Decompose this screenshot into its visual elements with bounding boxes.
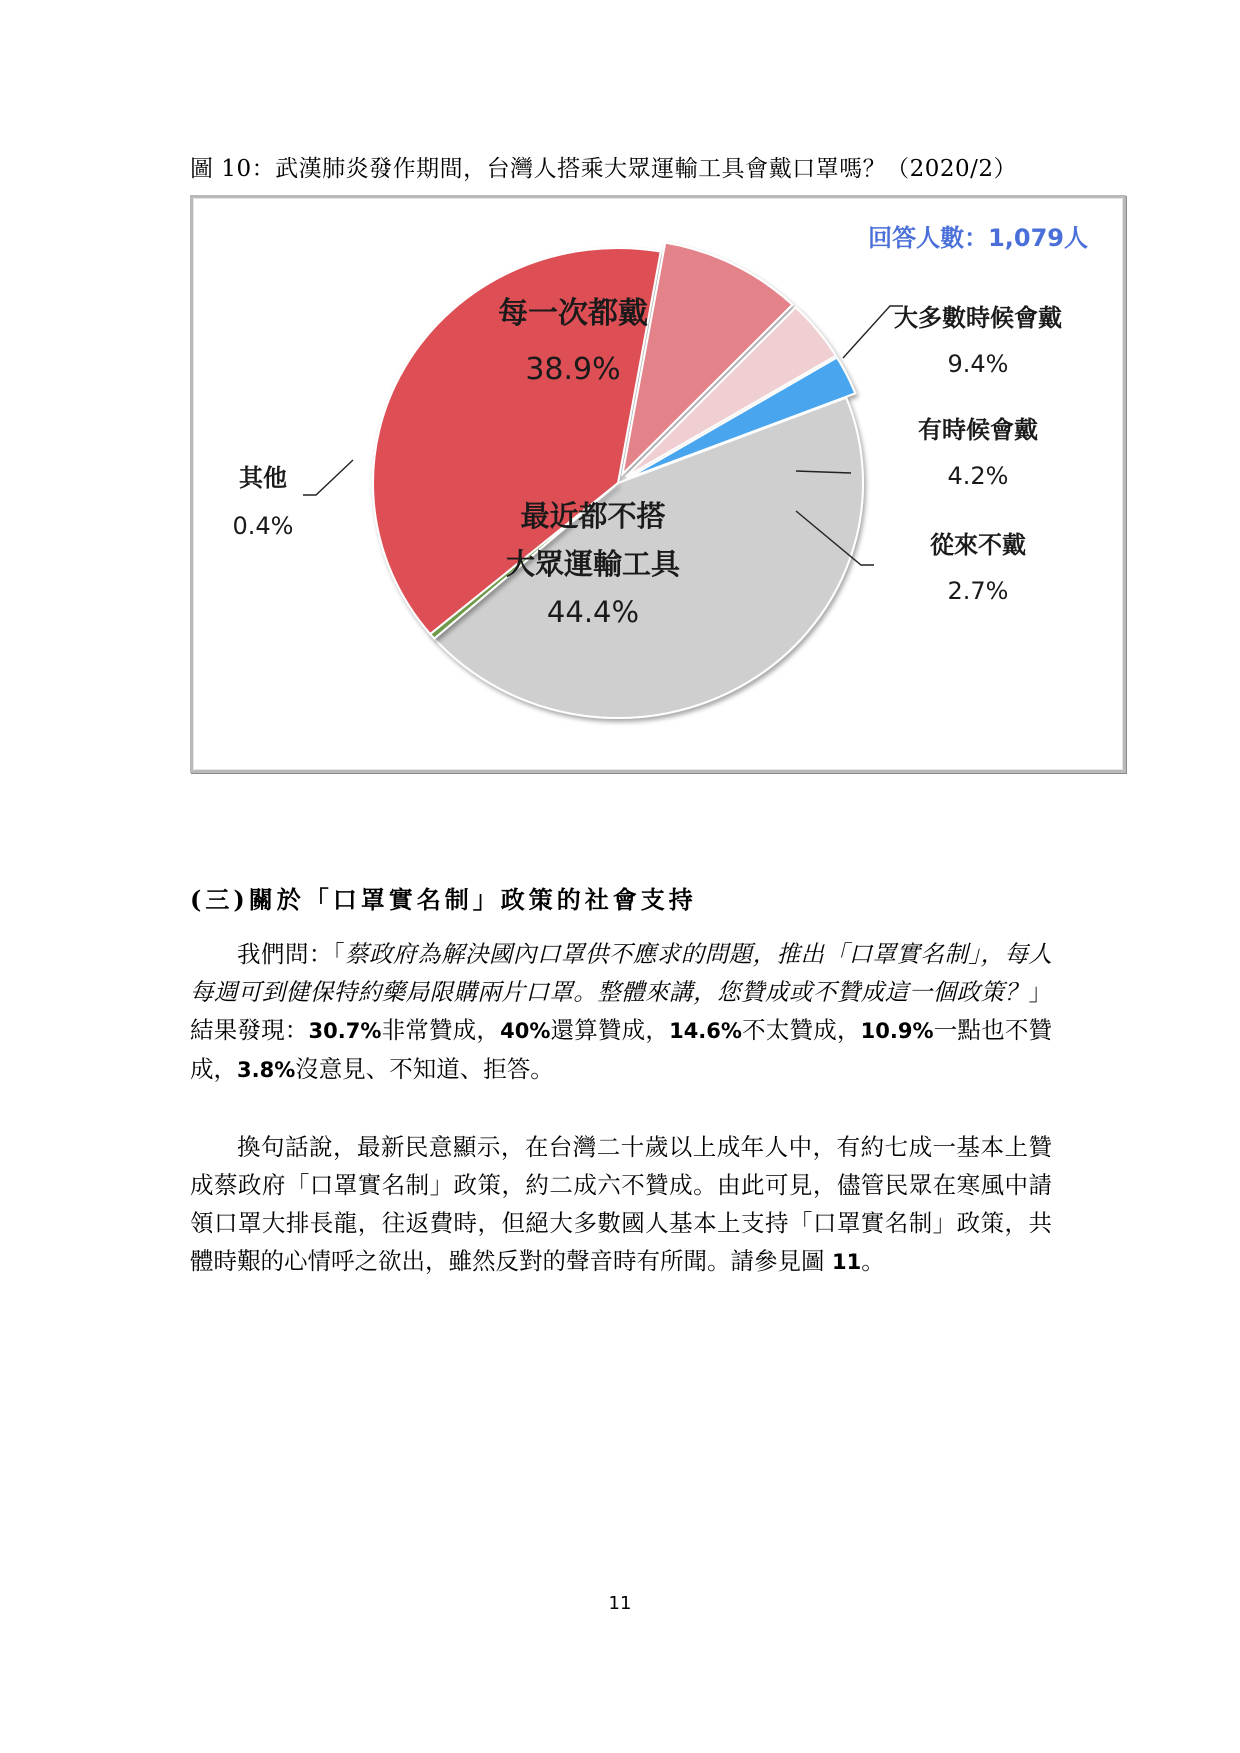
page-number: 11 xyxy=(608,1593,632,1614)
slice-value-mostly: 9.4% xyxy=(947,350,1009,378)
paragraph-survey-question xyxy=(190,935,1052,1089)
question-tail: 」結果發現： xyxy=(190,978,1052,1044)
result-pct-3: 14.6% xyxy=(669,1019,742,1043)
pie-chart xyxy=(193,198,1123,770)
slice-value-every-time: 38.9% xyxy=(525,352,621,387)
paragraph-interpretation xyxy=(190,1128,1052,1281)
question-lead: 我們問：「 xyxy=(237,940,346,968)
interpretation-text: 換句話說，最新民意顯示，在台灣二十歲以上成年人中，有約七成一基本上贊成蔡政府「口罩實名制」政策，約二成六不贊成。由此可見，儘管民眾在寒風中請領口罩大排長龍，往返費時，但絕大多數國人基本上支持「口罩實名制」政策，共體時艱的心情呼之欲出，雖然反對的聲音時有所聞。請參見圖 xyxy=(190,1133,1052,1275)
survey-question: 蔡政府為解決國內口罩供不應求的問題，推出「口罩實名制」，每人每週可到健保特約藥局限購兩片口罩。整體來講，您贊成或不贊成這一個政策？ xyxy=(190,940,1053,1006)
slice-value-no-transit: 44.4% xyxy=(546,595,640,629)
result-text-3: 不太贊成， xyxy=(741,1016,861,1044)
slice-label-never: 從來不戴 xyxy=(930,531,1026,559)
figure-caption: 圖 10：武漢肺炎發作期間，台灣人搭乘大眾運輸工具會戴口罩嗎？（2020/2） xyxy=(190,156,1017,182)
slice-label-other: 其他 xyxy=(239,464,287,492)
slice-label-no-transit: 最近都不搭 xyxy=(520,499,666,533)
result-pct-5: 3.8% xyxy=(237,1058,296,1082)
slice-value-never: 2.7% xyxy=(947,577,1009,605)
respondent-count-note: 回答人數：1,079人 xyxy=(868,224,1088,252)
interpretation-end: 。 xyxy=(861,1247,885,1275)
result-text-5: 沒意見、不知道、拒答。 xyxy=(295,1055,554,1083)
slice-label-every-time: 每一次都戴 xyxy=(498,296,648,331)
section-heading: (三)關於「口罩實名制」政策的社會支持 xyxy=(190,885,697,914)
result-text-1: 非常贊成， xyxy=(381,1016,501,1044)
result-pct-2: 40% xyxy=(500,1019,551,1043)
result-text-2: 還算贊成， xyxy=(550,1016,670,1044)
slice-label-sometimes: 有時候會戴 xyxy=(918,416,1038,444)
pie-chart-frame xyxy=(190,195,1126,773)
slice-label-mostly: 大多數時候會戴 xyxy=(894,304,1062,332)
leader-line-other xyxy=(303,460,353,495)
slice-value-other: 0.4% xyxy=(232,512,294,540)
result-text-4: 一點也不贊成， xyxy=(190,1016,1053,1083)
result-pct-4: 10.9% xyxy=(860,1019,934,1043)
result-pct-1: 30.7% xyxy=(308,1019,382,1043)
slice-value-sometimes: 4.2% xyxy=(947,462,1009,490)
figure-reference: 11 xyxy=(831,1250,862,1274)
slice-label-no-transit-line-2: 大眾運輸工具 xyxy=(505,547,681,581)
